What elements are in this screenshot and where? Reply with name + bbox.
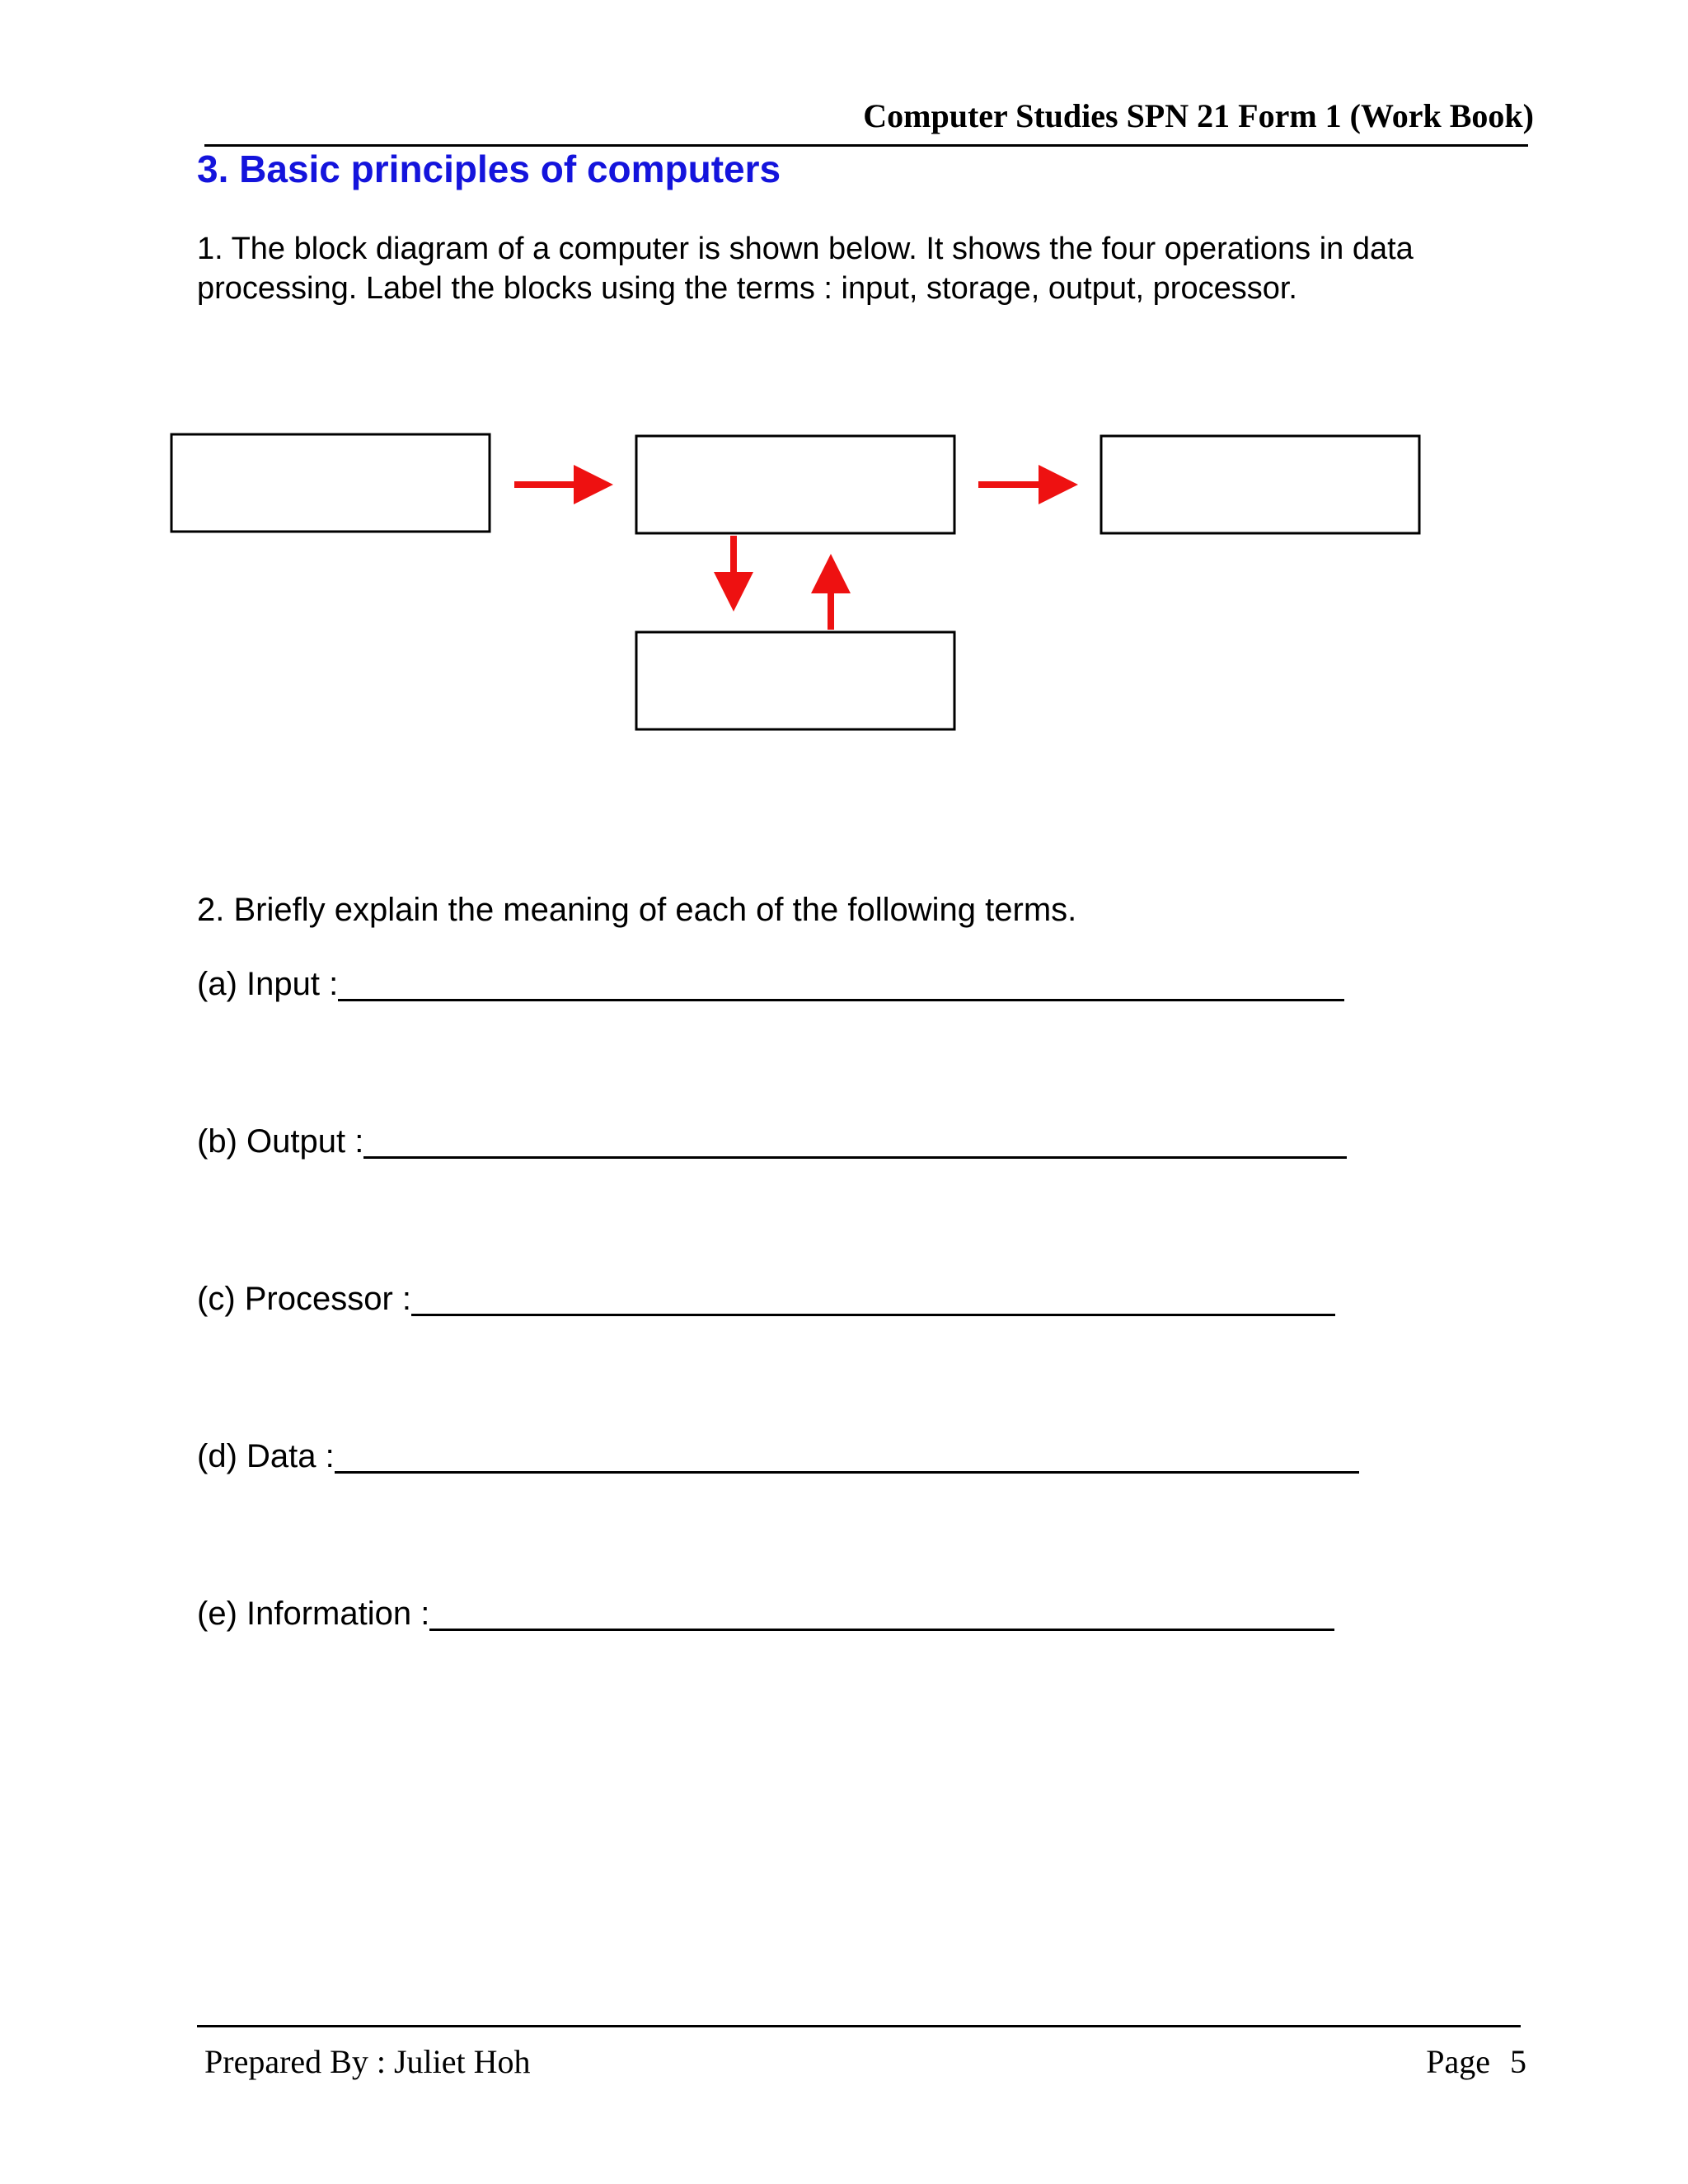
footer-prepared-by: Prepared By : Juliet Hoh — [204, 2043, 531, 2080]
answer-label-processor: (c) Processor : — [197, 1281, 412, 1317]
block-processor-box[interactable] — [636, 436, 954, 533]
section-title: 3. Basic principles of computers — [197, 148, 781, 190]
block-input-box[interactable] — [171, 434, 490, 532]
answer-row-output — [197, 1123, 1347, 1160]
question-1-text: 1. The block diagram of a computer is shown below. It shows the four operations in data processing. Label the blocks using the terms : input, storage, output, processor. — [197, 232, 1414, 306]
answer-row-data — [197, 1438, 1359, 1475]
answer-line-output[interactable] — [363, 1127, 1347, 1159]
answer-line-input[interactable] — [338, 969, 1344, 1001]
answer-line-information[interactable] — [429, 1599, 1334, 1631]
answer-row-processor — [197, 1281, 1335, 1318]
page-header-title: Computer Studies SPN 21 Form 1 (Work Book) — [863, 97, 1534, 134]
block-output-box[interactable] — [1101, 436, 1419, 533]
question-2-text: 2. Briefly explain the meaning of each of the following terms. — [197, 892, 1077, 928]
footer-page-number: Page 5 — [1426, 2043, 1526, 2080]
answer-label-output: (b) Output : — [197, 1123, 364, 1160]
footer-rule — [197, 2025, 1521, 2027]
answer-row-input — [197, 966, 1344, 1003]
answer-label-data: (d) Data : — [197, 1438, 335, 1474]
answer-row-information — [197, 1596, 1334, 1633]
block-storage-box[interactable] — [636, 632, 954, 729]
answer-line-data[interactable] — [335, 1441, 1359, 1474]
answer-label-input: (a) Input : — [197, 966, 339, 1002]
answer-label-information: (e) Information : — [197, 1596, 430, 1632]
answer-line-processor[interactable] — [411, 1284, 1335, 1316]
